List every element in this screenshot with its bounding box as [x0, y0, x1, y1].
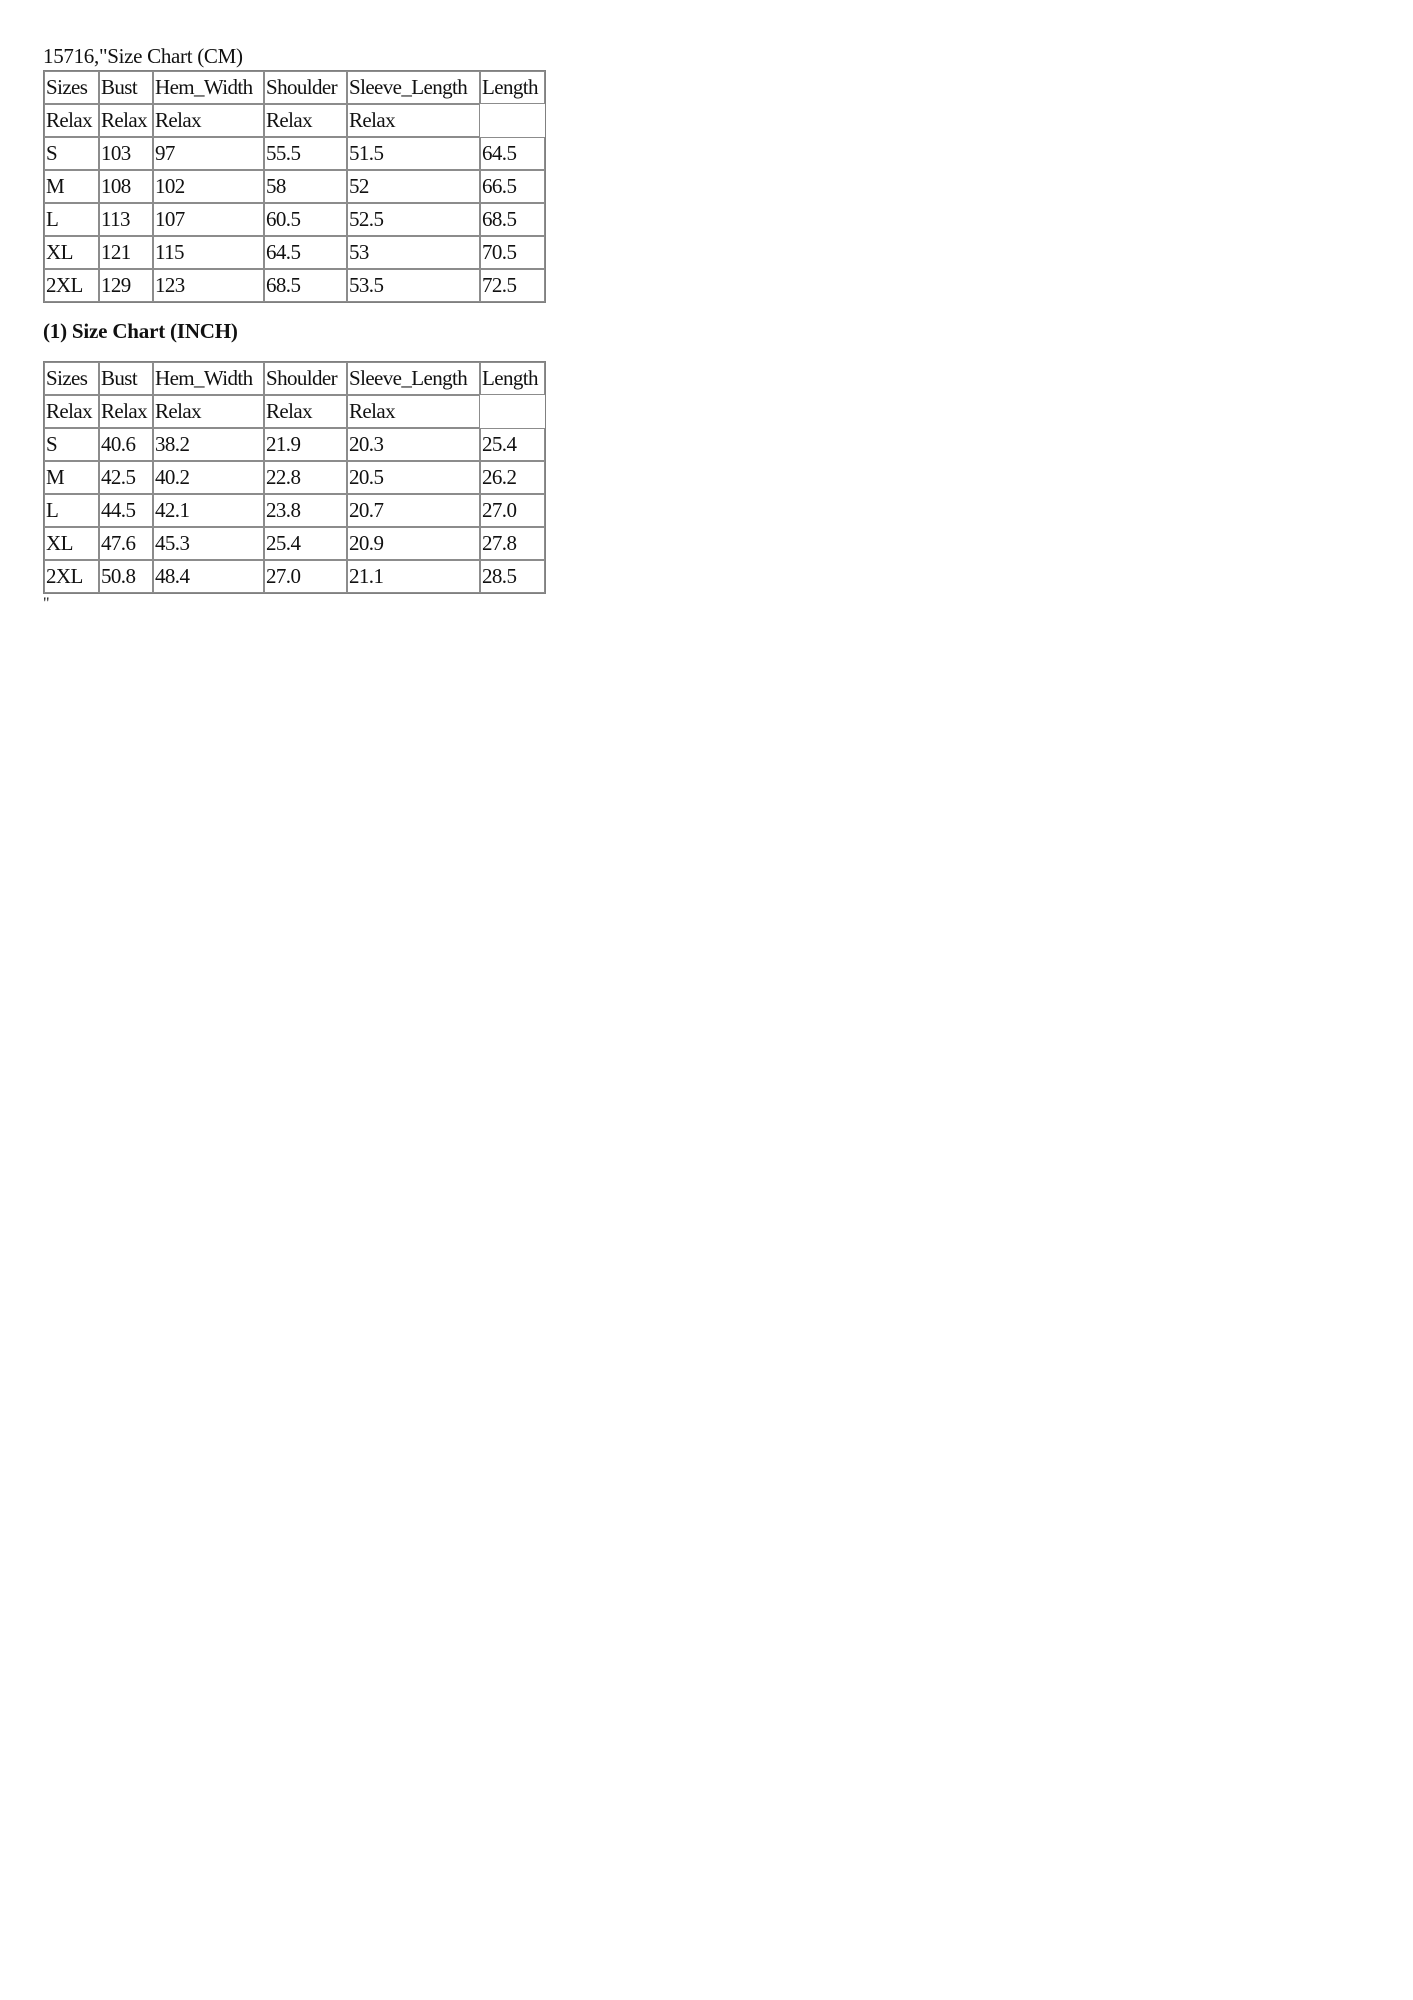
- size-cell: 2XL: [44, 269, 99, 302]
- table-row: [44, 461, 545, 494]
- cm-chart-heading: 15716,"Size Chart (CM): [43, 44, 243, 68]
- hem-width-cell: 48.4: [153, 560, 264, 593]
- hem-width-cell: 102: [153, 170, 264, 203]
- table-row: [44, 203, 545, 236]
- header-cell: Sizes: [44, 362, 99, 395]
- shoulder-cell: 60.5: [264, 203, 347, 236]
- size-cell: XL: [44, 236, 99, 269]
- length-cell: 27.0: [480, 494, 545, 527]
- sleeve-length-cell: 20.9: [347, 527, 480, 560]
- relax-cell: Relax: [153, 395, 264, 428]
- bust-cell: 47.6: [99, 527, 153, 560]
- header-cell: Hem_Width: [153, 362, 264, 395]
- hem-width-cell: 45.3: [153, 527, 264, 560]
- bust-cell: 42.5: [99, 461, 153, 494]
- table-row: [44, 527, 545, 560]
- relax-cell: Relax: [153, 104, 264, 137]
- table-header-row: [44, 362, 545, 395]
- sleeve-length-cell: 21.1: [347, 560, 480, 593]
- sleeve-length-cell: 52: [347, 170, 480, 203]
- shoulder-cell: 27.0: [264, 560, 347, 593]
- table-row: [44, 236, 545, 269]
- shoulder-cell: 23.8: [264, 494, 347, 527]
- length-cell: 25.4: [480, 428, 545, 461]
- header-cell: Length: [480, 362, 545, 395]
- header-cell: Bust: [99, 71, 153, 104]
- header-cell: Sleeve_Length: [347, 362, 480, 395]
- hem-width-cell: 38.2: [153, 428, 264, 461]
- shoulder-cell: 25.4: [264, 527, 347, 560]
- header-cell: Sizes: [44, 71, 99, 104]
- bust-cell: 129: [99, 269, 153, 302]
- shoulder-cell: 55.5: [264, 137, 347, 170]
- length-cell: 68.5: [480, 203, 545, 236]
- relax-cell-empty: [480, 395, 545, 428]
- sleeve-length-cell: 20.7: [347, 494, 480, 527]
- relax-cell: Relax: [44, 395, 99, 428]
- relax-cell: Relax: [347, 395, 480, 428]
- length-cell: 70.5: [480, 236, 545, 269]
- size-cell: L: [44, 203, 99, 236]
- shoulder-cell: 22.8: [264, 461, 347, 494]
- sleeve-length-cell: 20.5: [347, 461, 480, 494]
- inch-size-table: [43, 361, 546, 594]
- length-cell: 26.2: [480, 461, 545, 494]
- relax-cell: Relax: [44, 104, 99, 137]
- relax-row: [44, 104, 545, 137]
- header-cell: Hem_Width: [153, 71, 264, 104]
- size-cell: XL: [44, 527, 99, 560]
- trailing-quote-text: ": [43, 595, 50, 612]
- sleeve-length-cell: 51.5: [347, 137, 480, 170]
- hem-width-cell: 42.1: [153, 494, 264, 527]
- sleeve-length-cell: 20.3: [347, 428, 480, 461]
- sleeve-length-cell: 52.5: [347, 203, 480, 236]
- relax-cell: Relax: [99, 395, 153, 428]
- bust-cell: 103: [99, 137, 153, 170]
- hem-width-cell: 40.2: [153, 461, 264, 494]
- length-cell: 64.5: [480, 137, 545, 170]
- inch-chart-heading: (1) Size Chart (INCH): [43, 319, 238, 343]
- table-row: [44, 137, 545, 170]
- length-cell: 72.5: [480, 269, 545, 302]
- table-header-row: [44, 71, 545, 104]
- hem-width-cell: 115: [153, 236, 264, 269]
- cm-size-table: [43, 70, 546, 303]
- length-cell: 28.5: [480, 560, 545, 593]
- size-cell: S: [44, 428, 99, 461]
- size-cell: S: [44, 137, 99, 170]
- bust-cell: 121: [99, 236, 153, 269]
- sleeve-length-cell: 53.5: [347, 269, 480, 302]
- size-cell: M: [44, 461, 99, 494]
- header-cell: Sleeve_Length: [347, 71, 480, 104]
- bust-cell: 108: [99, 170, 153, 203]
- hem-width-cell: 123: [153, 269, 264, 302]
- relax-cell-empty: [480, 104, 545, 137]
- table-row: [44, 494, 545, 527]
- header-cell: Bust: [99, 362, 153, 395]
- shoulder-cell: 21.9: [264, 428, 347, 461]
- shoulder-cell: 68.5: [264, 269, 347, 302]
- shoulder-cell: 58: [264, 170, 347, 203]
- size-cell: 2XL: [44, 560, 99, 593]
- table-row: [44, 560, 545, 593]
- length-cell: 27.8: [480, 527, 545, 560]
- relax-cell: Relax: [347, 104, 480, 137]
- relax-row: [44, 395, 545, 428]
- bust-cell: 50.8: [99, 560, 153, 593]
- table-row: [44, 170, 545, 203]
- header-cell: Length: [480, 71, 545, 104]
- bust-cell: 44.5: [99, 494, 153, 527]
- size-cell: M: [44, 170, 99, 203]
- shoulder-cell: 64.5: [264, 236, 347, 269]
- header-cell: Shoulder: [264, 362, 347, 395]
- hem-width-cell: 97: [153, 137, 264, 170]
- document-page: [43, 44, 546, 612]
- bust-cell: 113: [99, 203, 153, 236]
- length-cell: 66.5: [480, 170, 545, 203]
- relax-cell: Relax: [264, 395, 347, 428]
- size-cell: L: [44, 494, 99, 527]
- table-row: [44, 269, 545, 302]
- header-cell: Shoulder: [264, 71, 347, 104]
- table-row: [44, 428, 545, 461]
- bust-cell: 40.6: [99, 428, 153, 461]
- hem-width-cell: 107: [153, 203, 264, 236]
- sleeve-length-cell: 53: [347, 236, 480, 269]
- relax-cell: Relax: [99, 104, 153, 137]
- relax-cell: Relax: [264, 104, 347, 137]
